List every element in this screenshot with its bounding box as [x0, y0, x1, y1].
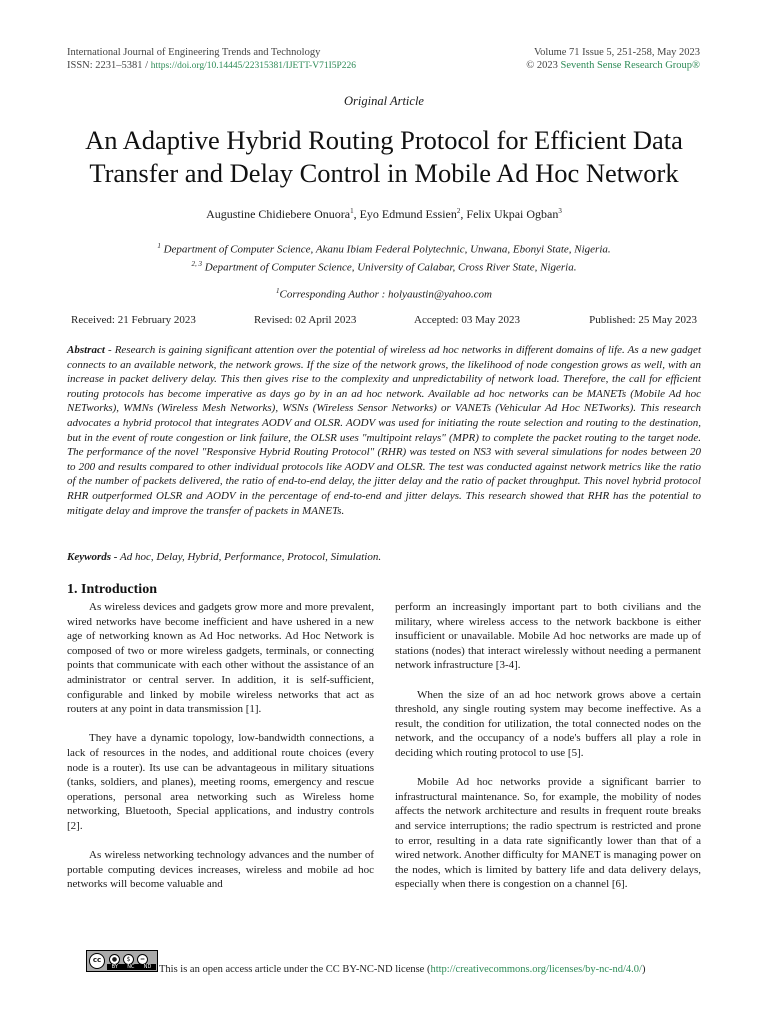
cc-logo-icon: cc [89, 953, 105, 969]
paragraph: As wireless networking technology advances and the number of portable computing devices increases, wireless and mobile ad hoc networks will become valuable and [67, 849, 374, 891]
author-1: Augustine Chidiebere Onuora [206, 207, 351, 221]
affiliation-1 [0, 239, 768, 257]
volume-info: Volume 71 Issue 5, 251-258, May 2023 [533, 47, 700, 58]
abstract-text: - Research is gaining significant attention over the potential of wireless ad hoc networks in different domains of life. As a new gadget connects to an available network, the network grows. If the size of the network grows, the likelihood of node congestion grows as well, with an increase in packet delivery delay. This then gives rise to the complexity and unpredictability of network load. Therefore, the call for efficient routing protocols has become imperative as days go by in an ad hoc network. Available ad hoc networks can be MANETs (Mobile Ad hoc NETworks), WMNs (Wireless Mesh Networks), WSNs (Wireless Sensor Networks) or VANETs (Vehicular Ad Hoc NETworks). This research advocates a hybrid protocol that integrates AODV and OLSR. AODV was used for initiating the route selection and routing to the destination, but in the event of route congestion or link failure, the OLSR uses "multipoint relays" (MPR) to complete the packet routing to the target node. The performance of the novel "Responsive Hybrid Routing Protocol" (RHR) was tested on NS3 with several simulations for nodes between 20 to 200 and results compared to other individual protocols like AODV and OLSR. The test was conducted against network metrics like the ratio of the number of packets delivered, the ratio of end-to-end delay, the jitter delay and the ratio of packet throughput. This novel hybrid protocol RHR outperformed OLSR and AODV in the percentage of end-to-end and jitter delays. This research showed that RHR has the potential to mitigate delay and improve the transfer of packets in MANETs. [67, 344, 701, 517]
nc-dollar-icon: $ [123, 954, 134, 965]
published-date: Published: 25 May 2023 [589, 314, 697, 326]
journal-header [67, 46, 356, 73]
author-1-sup: 1 [350, 207, 354, 215]
author-2: Eyo Edmund Essien [359, 207, 457, 221]
affiliation-2-sup: 2, 3 [191, 259, 203, 268]
received-date: Received: 21 February 2023 [71, 314, 196, 326]
paragraph: Mobile Ad hoc networks provide a significant barrier to infrastructural maintenance. So, for example, the mobility of nodes affects the network architecture and results in frequent route breaks and service interruptions; the radio spectrum is restricted and prone to error, resulting in a data rate significantly lower than that of a wired network. Another difficulty for MANET is managing power on the nodes, which is limited by battery life and data delivery delays, especially when there is congestion on a channel [6]. [395, 776, 701, 891]
affiliations [0, 239, 768, 274]
author-list: Augustine Chidiebere Onuora$^1$, Eyo Edmund Essien$^2$, Felix Ukpai Ogban$^3$ [206, 207, 562, 221]
badge-nd-label: ND [143, 964, 152, 970]
affiliation-1-text: Department of Computer Science, Akanu Ibiam Federal Polytechnic, Unwana, Ebonyi State, Nigeria. [163, 243, 611, 256]
affiliation-2-text: Department of Computer Science, University of Calabar, Cross River State, Nigeria. [204, 261, 577, 274]
publisher-link[interactable]: Seventh Sense Research Group® [560, 60, 700, 71]
keywords-text: Ad hoc, Delay, Hybrid, Performance, Protocol, Simulation. [117, 551, 382, 563]
accepted-date: Accepted: 03 May 2023 [414, 314, 520, 326]
badge-by-label: BY [111, 964, 118, 970]
journal-name: International Journal of Engineering Trends and Technology [67, 47, 321, 58]
keywords [67, 551, 381, 563]
doi-link[interactable]: https://doi.org/10.14445/22315381/IJETT-V71I5P226 [150, 61, 357, 71]
paragraph: When the size of an ad hoc network grows above a certain threshold, any single routing system may become ineffective. As a result, the condition for utilization, the total connected nodes on the network, and the occupancy of a node's buffers all play a role in deciding which routing protocol to use [5]. [395, 688, 701, 759]
body-column-left [67, 600, 374, 906]
abstract [67, 343, 701, 518]
affiliation-1-sup: 1 [157, 242, 161, 250]
paragraph: As wireless devices and gadgets grow more and more prevalent, wired networks have become inefficient and have ushered in a new age of networking known as Ad Hoc networks. Ad Hoc Network is composed of two or more wireless gadgets, terminals, or connecting points that communicate with each other without the assistance of an administrator or central server. In addition, it is self-sufficient, configurable and linked by mobile wireless networks that act as routers at any point in data transmission [1]. [67, 601, 374, 716]
keywords-label: Keywords - [67, 551, 118, 563]
badge-nc-label: NC [127, 964, 135, 970]
issn-doi-line [67, 59, 356, 73]
affiliation-2 [0, 257, 768, 275]
paragraph: perform an increasingly important part to both civilians and the military, where wireless access to the network backbone is either insufficient or unavailable. Mobile Ad hoc networks are made up of stations (nodes) that interact wirelessly without needing a permanent network infrastructure [3-4]. [395, 601, 701, 672]
copyright-line [526, 59, 700, 72]
license-link[interactable]: http://creativecommons.org/licenses/by-nc-nd/4.0/ [430, 964, 642, 975]
paragraph: They have a dynamic topology, low-bandwidth connections, a lack of resources in the nodes, and additional route choices (every node is a router). Its use can be advantageous in military situations (tanks, soldiers, and planes), meeting rooms, emergency and rescue operations, personal area networking such as Wireless home networking, Bluetooth, Special applications, and industry controls [2]. [67, 732, 374, 832]
body-column-right [395, 600, 701, 906]
volume-header [526, 46, 700, 72]
by-person-icon: ● [109, 954, 120, 965]
section-heading: 1. Introduction [67, 582, 157, 597]
copyright-prefix: © 2023 [526, 60, 558, 71]
revised-date: Revised: 02 April 2023 [254, 314, 357, 326]
license-note [159, 964, 645, 975]
corresponding-author [0, 284, 768, 302]
title-line-2: Transfer and Delay Control in Mobile Ad Hoc Network [89, 158, 679, 188]
article-type: Original Article [344, 94, 424, 108]
license-close: ) [641, 964, 646, 975]
issn-label: ISSN: 2231–5381 / [67, 60, 149, 71]
author-2-sup: 2 [456, 207, 461, 215]
badge-strip [107, 964, 156, 970]
title-line-1: An Adaptive Hybrid Routing Protocol for Efficient Data [85, 125, 683, 155]
author-3-sup: 3 [558, 207, 562, 215]
abstract-label: Abstract [67, 344, 105, 356]
paper-title [40, 124, 728, 190]
license-text: This is an open access article under the CC BY-NC-ND license ( [159, 964, 431, 975]
cc-license-badge[interactable] [86, 950, 158, 972]
corresponding-sup: 1 [276, 287, 280, 295]
nd-equals-icon: = [137, 954, 148, 965]
author-3: Felix Ukpai Ogban [466, 207, 559, 221]
corresponding-text: Corresponding Author : holyaustin@yahoo.com [279, 288, 492, 301]
